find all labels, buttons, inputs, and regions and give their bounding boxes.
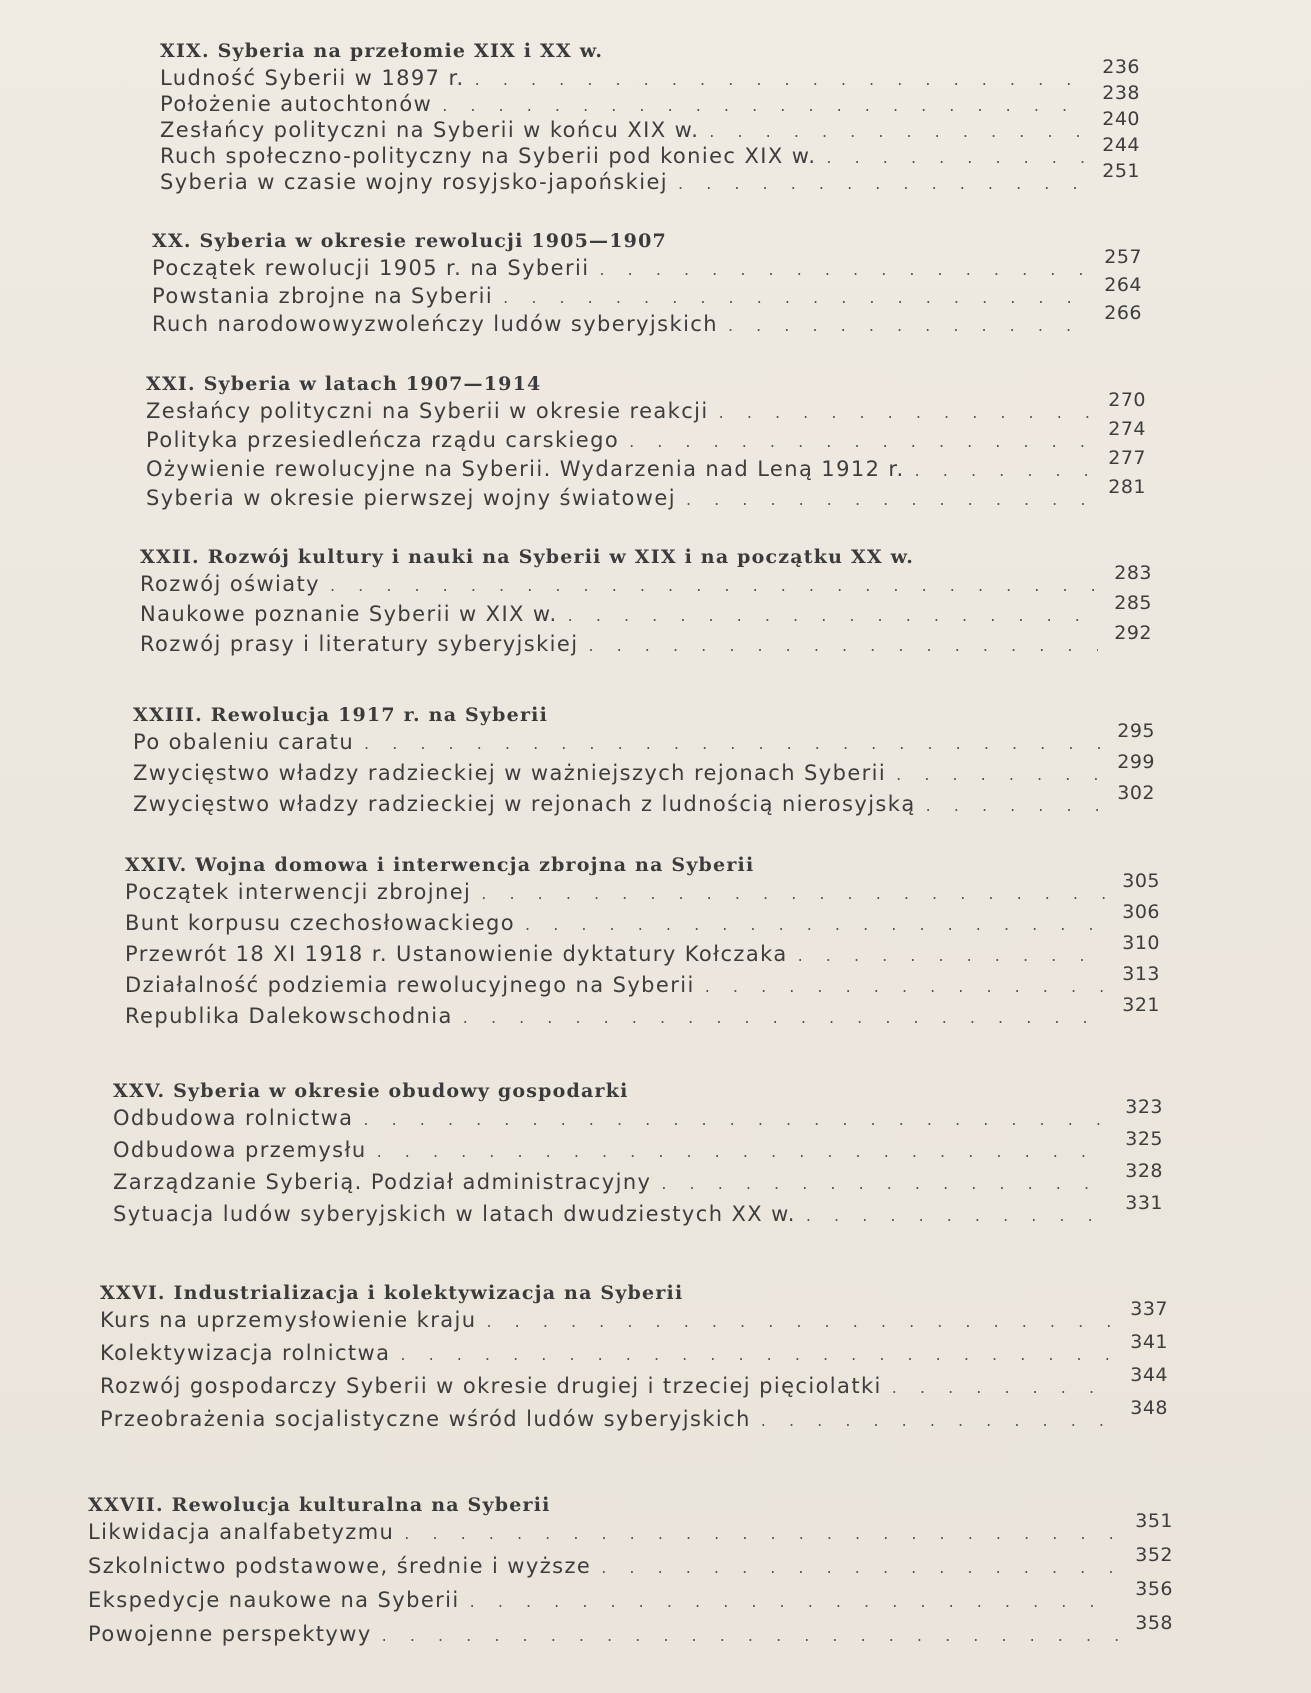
chapter-title: XXVI. Industrializacja i kolektywizacja na Syberii [100,1282,684,1304]
entry-title: Rozwój gospodarczy Syberii w okresie drugiej i trzeciej pięciolatki [100,1374,882,1398]
entry-title: Zwycięstwo władzy radzieckiej w rejonach z ludnością nierosyjską [133,792,916,816]
dot-leader [364,736,1101,752]
page-number: 283 [1114,562,1152,584]
page-number: 264 [1104,274,1142,296]
page-number: 266 [1104,302,1142,324]
toc-entry [146,447,1146,488]
toc-entry [100,1298,1168,1343]
chapter-section [152,230,1142,342]
toc-entry [146,389,1146,430]
entry-title: Kolektywizacja rolnictwa [100,1341,391,1365]
toc-entry [152,274,1142,314]
entry-title: Zarządzanie Syberią. Podział administracyjny [113,1170,652,1194]
page-number: 257 [1104,246,1142,268]
entry-title: Republika Dalekowschodnia [125,1004,453,1028]
page-number: 358 [1135,1612,1173,1634]
entry-title: Zesłańcy polityczni na Syberii w okresie reakcji [146,399,709,423]
entry-title: Ożywienie rewolucyjne na Syberii. Wydarzenia nad Leną 1912 r. [146,457,905,481]
chapter-title: XXIV. Wojna domowa i interwencja zbrojna na Syberii [125,854,755,876]
page-number: 302 [1117,782,1155,804]
page-number: 344 [1130,1364,1168,1386]
toc-entry [125,932,1160,975]
chapter-title: XXVII. Rewolucja kulturalna na Syberii [88,1494,551,1516]
dot-leader [503,290,1088,306]
chapter-section [88,1494,1173,1658]
dot-leader [400,1347,1114,1363]
toc-entry [100,1397,1168,1442]
toc-entry [125,994,1160,1037]
toc-entry [140,592,1152,634]
page-number: 238 [1102,82,1140,104]
page-number: 236 [1102,56,1140,78]
chapter-title: XXIII. Rewolucja 1917 r. na Syberii [133,704,548,726]
entry-title: Bunt korpusu czechosłowackiego [125,911,516,935]
toc-entry [160,56,1140,94]
page-number: 331 [1125,1192,1163,1214]
dot-leader [377,1144,1110,1160]
dot-leader [719,405,1093,421]
toc-entry [100,1331,1168,1376]
dot-leader [709,124,1086,140]
dot-leader [588,638,1098,654]
page-number: 240 [1102,108,1140,130]
page-number: 341 [1130,1331,1168,1353]
page-number: 313 [1122,963,1160,985]
page-number: 270 [1108,389,1146,411]
page-number: 348 [1130,1397,1168,1419]
dot-leader [806,1208,1109,1224]
dot-leader [661,1176,1109,1192]
chapter-title: XXII. Rozwój kultury i nauki na Syberii w XIX i na początku XX w. [140,546,915,568]
page-number: 310 [1122,932,1160,954]
dot-leader [686,492,1092,508]
page-number: 277 [1108,447,1146,469]
entry-title: Położenie autochtonów [160,92,433,116]
entry-title: Naukowe poznanie Syberii w XIX w. [140,602,558,626]
toc-entry [125,963,1160,1006]
entry-title: Kurs na uprzemysłowienie kraju [100,1308,477,1332]
dot-leader [629,434,1092,450]
dot-leader [475,72,1087,88]
toc-entry [160,134,1140,172]
toc-entry [133,720,1155,763]
dot-leader [568,608,1099,624]
entry-title: Ruch społeczno-polityczny na Syberii pod koniec XIX w. [160,144,817,168]
dot-leader [330,578,1098,594]
page-number: 274 [1108,418,1146,440]
entry-title: Syberia w czasie wojny rosyjsko-japońskiej [160,170,669,194]
entry-title: Sytuacja ludów syberyjskich w latach dwudziestych XX w. [113,1202,796,1226]
toc-entry [88,1544,1173,1590]
entry-title: Przewrót 18 XI 1918 r. Ustanowienie dyktatury Kołczaka [125,942,788,966]
chapter-section [146,373,1146,517]
entry-title: Ekspedycje naukowe na Syberii [88,1588,460,1612]
dot-leader [761,1413,1114,1429]
toc-entry [113,1128,1163,1172]
page-number: 337 [1130,1298,1168,1320]
toc-entry [100,1364,1168,1409]
dot-leader [481,886,1106,902]
dot-leader [486,1314,1114,1330]
entry-title: Odbudowa przemysłu [113,1138,367,1162]
chapter-title: XXI. Syberia w latach 1907—1914 [146,373,542,395]
entry-title: Odbudowa rolnictwa [113,1106,354,1130]
page-number: 295 [1117,720,1155,742]
dot-leader [826,150,1086,166]
dot-leader [363,1112,1109,1128]
toc-entry [160,108,1140,146]
dot-leader [705,979,1107,995]
toc-entry [133,751,1155,794]
toc-entry [140,622,1152,664]
page-number: 352 [1135,1544,1173,1566]
chapter-title: XIX. Syberia na przełomie XIX i XX w. [160,40,604,62]
entry-title: Rozwój oświaty [140,572,320,596]
dot-leader [599,262,1088,278]
dot-leader [470,1594,1120,1610]
dot-leader [728,318,1088,334]
chapter-section [113,1080,1163,1236]
dot-leader [678,176,1086,192]
chapter-title: XX. Syberia w okresie rewolucji 1905—1907 [152,230,667,252]
page-number: 356 [1135,1578,1173,1600]
entry-title: Powstania zbrojne na Syberii [152,284,494,308]
dot-leader [798,948,1107,964]
page-number: 351 [1135,1510,1173,1532]
page-number: 306 [1122,901,1160,923]
entry-title: Ludność Syberii w 1897 r. [160,66,465,90]
chapter-section [133,704,1155,825]
entry-title: Polityka przesiedleńcza rządu carskiego [146,428,620,452]
chapter-title: XXV. Syberia w okresie obudowy gospodarki [113,1080,629,1102]
page-number: 251 [1102,160,1140,182]
entry-title: Rozwój prasy i literatury syberyjskiej [140,632,579,656]
toc-entry [88,1612,1173,1658]
page-number: 244 [1102,134,1140,156]
entry-title: Początek interwencji zbrojnej [125,880,472,904]
toc-entry [140,562,1152,604]
entry-title: Ruch narodowowyzwoleńczy ludów syberyjskich [152,312,718,336]
toc-entry [88,1510,1173,1556]
toc-entry [113,1192,1163,1236]
page-number: 305 [1122,870,1160,892]
page-number: 299 [1117,751,1155,773]
page-number: 328 [1125,1160,1163,1182]
entry-title: Po obaleniu caratu [133,730,355,754]
toc-entry [146,476,1146,517]
page-number: 292 [1114,622,1152,644]
dot-leader [892,1380,1114,1396]
entry-title: Zesłańcy polityczni na Syberii w końcu XIX w. [160,118,700,142]
toc-entry [160,160,1140,198]
toc-entry [113,1160,1163,1204]
entry-title: Działalność podziemia rewolucyjnego na Syberii [125,973,695,997]
dot-leader [525,917,1106,933]
entry-title: Zwycięstwo władzy radzieckiej w ważniejszych rejonach Syberii [133,761,887,785]
toc-entry [88,1578,1173,1624]
chapter-section [100,1282,1168,1442]
dot-leader [404,1526,1119,1542]
page-number: 325 [1125,1128,1163,1150]
entry-title: Powojenne perspektywy [88,1622,372,1646]
toc-entry [146,418,1146,459]
chapter-section [140,546,1152,664]
toc-entry [125,901,1160,944]
entry-title: Syberia w okresie pierwszej wojny światowej [146,486,676,510]
dot-leader [896,767,1101,783]
dot-leader [926,798,1102,814]
toc-entry [152,302,1142,342]
dot-leader [382,1628,1120,1644]
toc-entry [113,1096,1163,1140]
dot-leader [915,463,1093,479]
chapter-section [160,40,1140,198]
dot-leader [463,1010,1106,1026]
page-number: 281 [1108,476,1146,498]
toc-entry [133,782,1155,825]
toc-entry [125,870,1160,913]
dot-leader [601,1560,1119,1576]
entry-title: Szkolnictwo podstawowe, średnie i wyższe [88,1554,592,1578]
chapter-section [125,854,1160,1037]
page-number: 323 [1125,1096,1163,1118]
entry-title: Przeobrażenia socjalistyczne wśród ludów syberyjskich [100,1407,751,1431]
entry-title: Początek rewolucji 1905 r. na Syberii [152,256,590,280]
toc-entry [160,82,1140,120]
dot-leader [442,98,1086,114]
toc-entry [152,246,1142,286]
page-number: 321 [1122,994,1160,1016]
page-number: 285 [1114,592,1152,614]
entry-title: Likwidacja analfabetyzmu [88,1520,395,1544]
